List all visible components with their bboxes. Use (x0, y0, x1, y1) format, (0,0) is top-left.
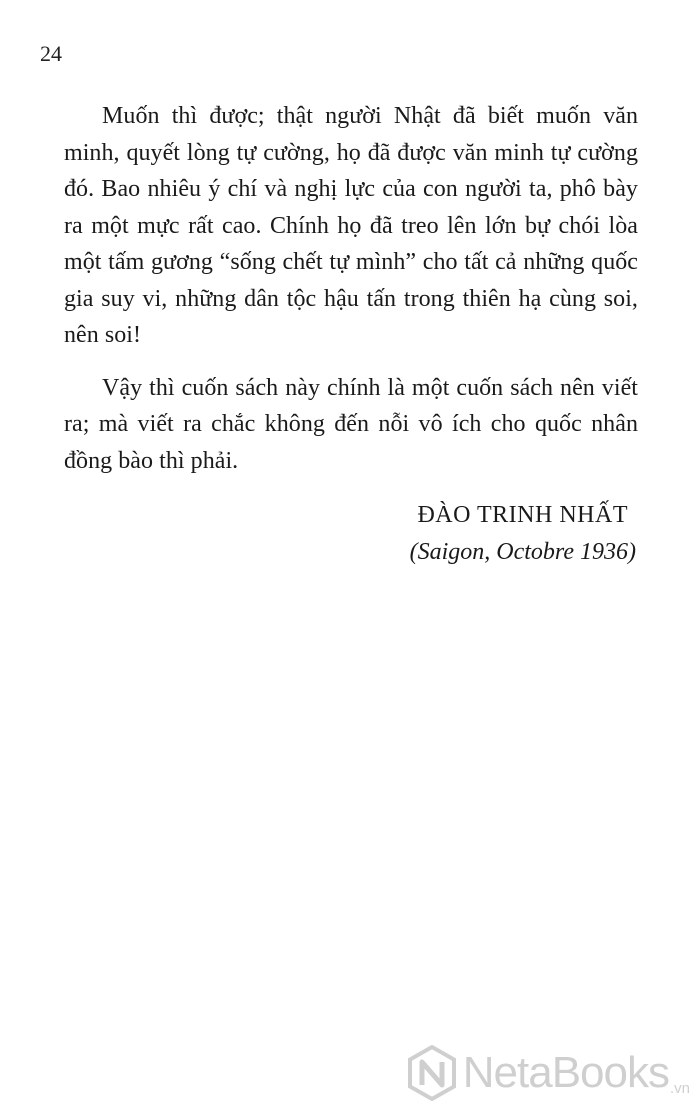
signature-block (410, 497, 636, 571)
place-date: (Saigon, Octobre 1936) (409, 539, 636, 565)
page-number: 24 (40, 41, 62, 66)
watermark-brand: NetaBooks (462, 1048, 669, 1097)
paragraph: Muốn thì được; thật người Nhật đã biết muốn văn minh, quyết lòng tự cường, họ đã được văn minh tự cường đó. Bao nhiêu ý chí và nghị lực của con người ta, phô bày ra một mực rất cao. Chính họ đã treo lên lớn bự chói lòa một tấm gương “sống chết tự mình” cho tất cả những quốc gia suy vi, những dân tộc hậu tấn trong thiên hạ cùng soi, nên soi! (64, 103, 638, 348)
watermark (407, 1045, 690, 1101)
netabooks-logo-icon (407, 1045, 457, 1101)
body-text (64, 98, 638, 479)
author-name: ĐÀO TRINH NHẤT (417, 502, 628, 528)
watermark-suffix: .vn (669, 1080, 690, 1097)
paragraph: Vậy thì cuốn sách này chính là một cuốn sách nên viết ra; mà viết ra chắc không đến nỗi vô ích cho quốc nhân đồng bào thì phải. (64, 374, 638, 474)
